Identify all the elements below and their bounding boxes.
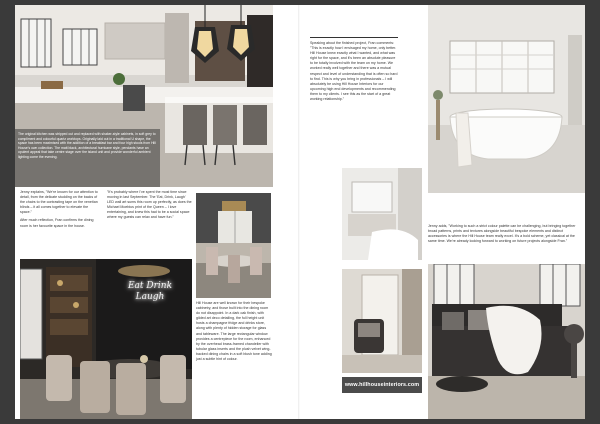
paragraph: Jenny adds, "Working to such a strict colour palette can be challenging, but bringing together broad patterns, prints and textures alongside beautiful bespoke elements and distinct accessories is where the Hill House team really excel. It's a bold scheme, yet classical at the same time. We're already looking forward to working on future projects alongside Fran."	[428, 224, 576, 244]
bathroom-photo	[428, 5, 585, 193]
vanity-photo	[342, 168, 422, 260]
bathroom-illustration	[428, 5, 585, 193]
magazine-spread	[15, 5, 585, 419]
bedroom-chair-photo	[342, 269, 422, 373]
paragraph: Jenny explains, "We're known for our attention to detail, from the delicate studding on the backs of the chairs to the contrasting tape on the venetian blinds – it all comes together to elevate the space."	[20, 190, 98, 215]
right-col2-text	[428, 224, 578, 247]
bedroom-photo	[428, 264, 585, 419]
website-url-banner[interactable]: www.hillhouseinteriors.com	[342, 377, 422, 393]
kitchen-illustration	[15, 5, 273, 187]
left-col2-text	[107, 190, 193, 224]
dining-room-neon-photo	[20, 259, 192, 419]
left-col3-text	[196, 301, 272, 365]
paragraph: Speaking about the finished project, Fran comments: "This is exactly how I envisaged my home, only better. Hill House knew exactly what I wanted, and what was right for the space, and it's been an absolute pleasure to be totally involved with the team on my home. We worked really well together and there was a mutual respect and level of understanding that is often so hard to find. This is why you bring in professionals – I will absolutely be using Hill House Interiors for our upcoming high end developments and recommending them to my clients. I see this as the start of a great working relationship."	[310, 41, 398, 102]
dining-illustration	[196, 193, 271, 298]
kitchen-photo	[15, 5, 273, 187]
left-col1-text	[20, 190, 100, 232]
paragraph: After much reflection, Fran confirms the dining room is her favourite space in the house.	[20, 218, 94, 228]
kitchen-caption: The original kitchen was stripped out and replaced with shaker-style cabinets, in soft grey to compliment and colourful quartz worktops. Originally laid out in a traditional U shape, the space has been maximised with the addition of a breakfast bar and four high stools from Hill House's own collection. The matt black, architectural hurricane style, pendants have an opulent appeal that take centre stage over the island unit and provide wonderful ambient lighting come the evening.	[18, 132, 156, 159]
right-col1-text	[310, 41, 398, 105]
column-rule	[310, 37, 398, 38]
left-page	[15, 5, 300, 419]
bedroom-chair-illustration	[342, 269, 422, 373]
paragraph: "It's probably where I've spent the most time since moving in last September. The 'Eat, Drink, Laugh' LED wall art sums this room up perfectly, as does the Michael Moebius print of the Queen – I love entertaining, and knew this had to be a social space where my guests can relax and have fun."	[107, 190, 192, 220]
vanity-illustration	[342, 168, 422, 260]
right-page	[300, 5, 585, 419]
bedroom-illustration	[428, 264, 585, 419]
dining-room-photo-small	[196, 193, 271, 298]
paragraph: Hill House are well known for their bespoke cabinetry, and those built into the dining room do not disappoint. In a dark oak finish, with gilded art deco detailing, the full height unit hosts a champagne fridge and drinks store, along with plenty of hidden storage for glass and tableware. The large rectangular window provides a centrepiece for the room, enhanced by the overhead brass-framed chandelier with tubular glass inserts and the plush velvet wing-backed dining chairs in a soft blush tone adding just a subtle hint of colour.	[196, 301, 272, 362]
neon-sign: Eat Drink Laugh	[127, 281, 173, 302]
